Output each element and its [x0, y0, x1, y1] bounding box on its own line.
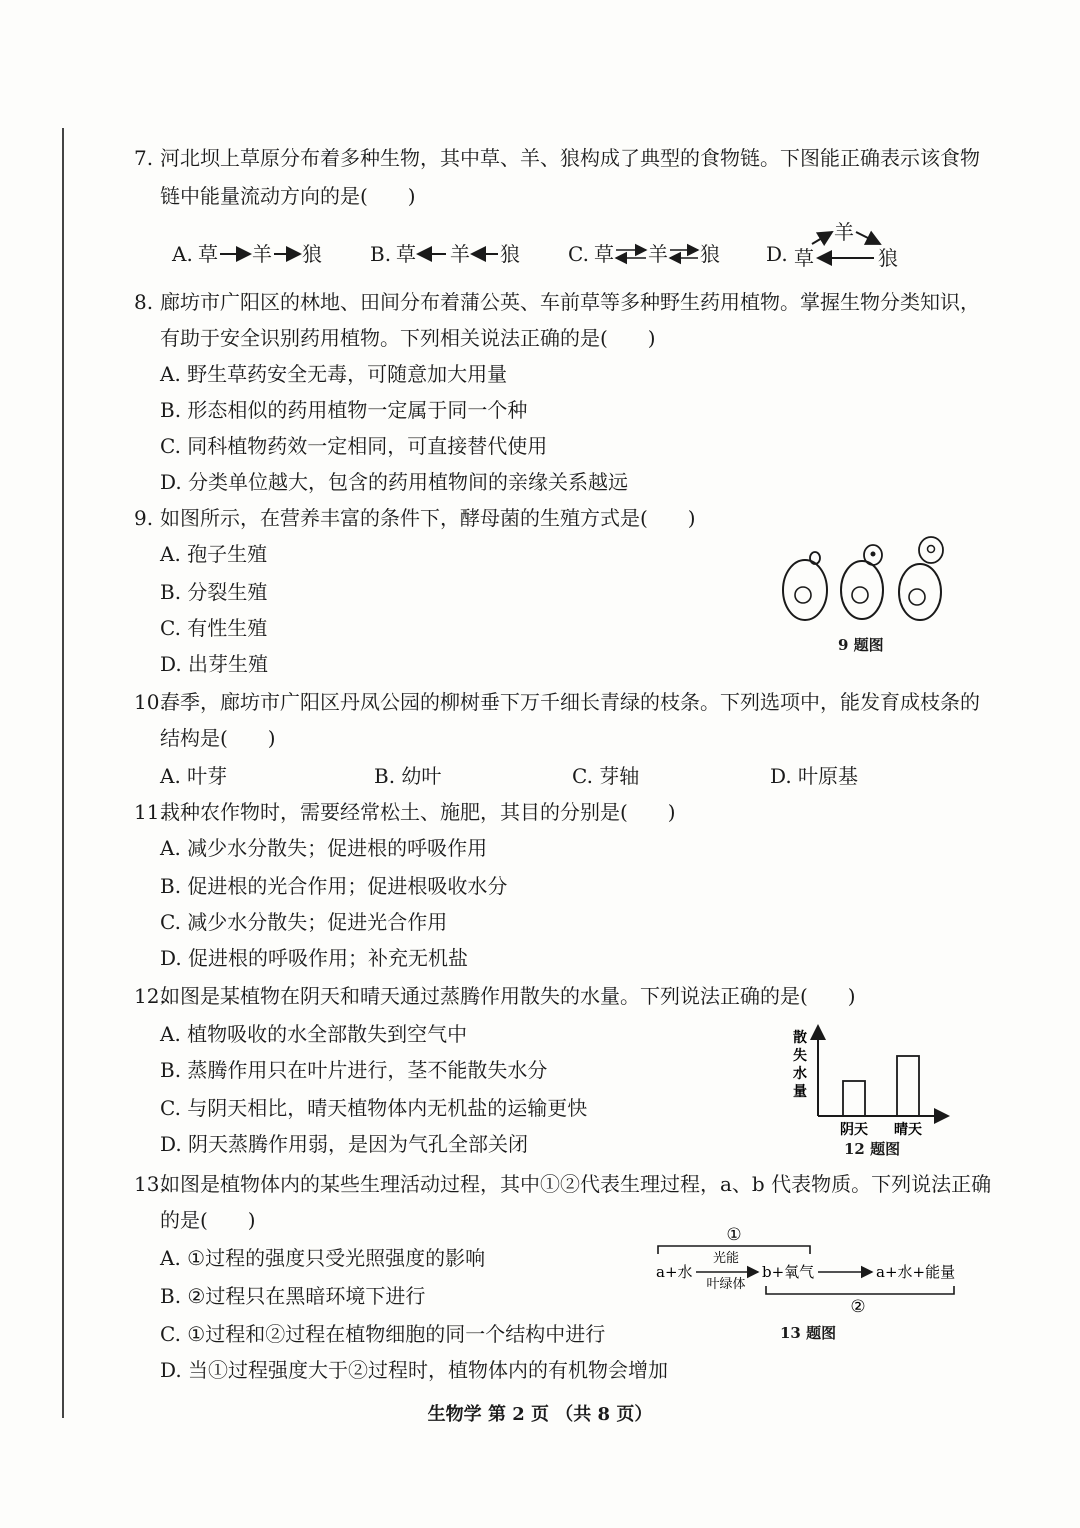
q12-number: 12. [134, 984, 166, 1008]
q10-number: 10. [134, 690, 166, 714]
yeast-cell [783, 560, 827, 620]
q12-option-c[interactable]: C. 与阴天相比，晴天植物体内无机盐的运输更快 [160, 1096, 588, 1120]
y-axis-label-char: 量 [793, 1084, 807, 1100]
q13-stem-line2: 的是( ) [160, 1208, 256, 1232]
y-axis-label-char: 失 [793, 1048, 807, 1064]
page-footer: 生物学 第 2 页 （共 8 页） [427, 1404, 653, 1425]
reactants: a+水 [656, 1263, 693, 1281]
food-chain-grass: 草 [594, 242, 614, 266]
option-letter: A. [172, 242, 193, 266]
q9-option-b[interactable]: B. 分裂生殖 [160, 580, 268, 604]
q8-stem-line2: 有助于安全识别药用植物。下列相关说法正确的是( ) [160, 326, 656, 350]
q8-stem-line1: 廊坊市广阳区的林地、田间分布着蒲公英、车前草等多种野生药用植物。掌握生物分类知识， [160, 290, 980, 314]
q8-option-b[interactable]: B. 形态相似的药用植物一定属于同一个种 [160, 398, 528, 422]
q11-option-b[interactable]: B. 促进根的光合作用；促进根吸收水分 [160, 874, 508, 898]
q7-stem-line1: 河北坝上草原分布着多种生物，其中草、羊、狼构成了典型的食物链。下图能正确表示该食物 [160, 146, 980, 170]
food-chain-grass: 草 [396, 242, 416, 266]
yeast-cell [841, 561, 883, 619]
q9-option-c[interactable]: C. 有性生殖 [160, 616, 268, 640]
option-letter: B. [370, 242, 392, 266]
food-chain-grass: 草 [794, 246, 814, 270]
q12-option-a[interactable]: A. 植物吸收的水全部散失到空气中 [160, 1022, 468, 1046]
q12-figure-caption: 12 题图 [844, 1140, 901, 1158]
q10-stem-line2: 结构是( ) [160, 726, 276, 750]
q11-number: 11. [134, 800, 166, 824]
process-1-label: ① [726, 1225, 742, 1245]
q8-option-a[interactable]: A. 野生草药安全无毒，可随意加大用量 [160, 362, 508, 386]
transpiration-bar-chart [780, 1020, 960, 1140]
yeast-nucleus [795, 587, 811, 603]
q9-option-a[interactable]: A. 孢子生殖 [160, 542, 268, 566]
bar-cloudy [843, 1081, 865, 1116]
q13-number: 13. [134, 1172, 166, 1196]
food-chain-wolf: 狼 [878, 246, 898, 270]
food-chain-wolf: 狼 [500, 242, 520, 266]
food-chain-sheep: 羊 [648, 242, 668, 266]
q11-option-d[interactable]: D. 促进根的呼吸作用；补充无机盐 [160, 946, 469, 970]
q13-stem-line1: 如图是植物体内的某些生理活动过程，其中①②代表生理过程，a、b 代表物质。下列说法正确 [160, 1172, 992, 1196]
q11-option-a[interactable]: A. 减少水分散失；促进根的呼吸作用 [160, 836, 488, 860]
arrow-grass-to-sheep [812, 232, 832, 244]
q8-option-c[interactable]: C. 同科植物药效一定相同，可直接替代使用 [160, 434, 548, 458]
q10-option-d[interactable]: D. 叶原基 [770, 764, 859, 788]
q9-stem-line1: 如图所示，在营养丰富的条件下，酵母菌的生殖方式是( ) [160, 506, 696, 530]
arrow-sheep-to-wolf [856, 232, 880, 244]
q10-option-c[interactable]: C. 芽轴 [572, 764, 640, 788]
q8-number: 8. [134, 290, 154, 314]
q11-option-c[interactable]: C. 减少水分散失；促进光合作用 [160, 910, 448, 934]
q9-option-d[interactable]: D. 出芽生殖 [160, 652, 269, 676]
yeast-nucleus [852, 587, 868, 603]
q10-option-a[interactable]: A. 叶芽 [160, 764, 228, 788]
food-chain-sheep: 羊 [252, 242, 272, 266]
yeast-budding-figure [775, 535, 955, 625]
q10-option-b[interactable]: B. 幼叶 [374, 764, 442, 788]
category-label-sunny: 晴天 [894, 1122, 922, 1138]
q9-figure-caption: 9 题图 [838, 636, 884, 654]
q12-option-d[interactable]: D. 阴天蒸腾作用弱，是因为气孔全部关闭 [160, 1132, 529, 1156]
condition-light-energy: 光能 [712, 1251, 740, 1266]
q7-stem-line2: 链中能量流动方向的是( ) [160, 184, 416, 208]
q7-number: 7. [134, 146, 154, 170]
category-label-cloudy: 阴天 [840, 1122, 868, 1138]
food-chain-wolf: 狼 [700, 242, 720, 266]
yeast-bud [919, 537, 943, 563]
final-products: a+水+能量 [876, 1263, 956, 1281]
condition-chloroplast: 叶绿体 [706, 1277, 746, 1292]
q7-arrows [0, 0, 1080, 300]
food-chain-sheep: 羊 [834, 220, 854, 244]
q8-option-d[interactable]: D. 分类单位越大，包含的药用植物间的亲缘关系越远 [160, 470, 629, 494]
intermediate-products: b+氧气 [762, 1263, 815, 1281]
yeast-cell [899, 564, 941, 620]
q13-option-d[interactable]: D. 当①过程强度大于②过程时，植物体内的有机物会增加 [160, 1358, 669, 1382]
food-chain-grass: 草 [198, 242, 218, 266]
q13-figure-caption: 13 题图 [780, 1324, 837, 1342]
q12-stem-line1: 如图是某植物在阴天和晴天通过蒸腾作用散失的水量。下列说法正确的是( ) [160, 984, 856, 1008]
q13-option-a[interactable]: A. ①过程的强度只受光照强度的影响 [160, 1246, 486, 1270]
process-2-label: ② [850, 1297, 866, 1317]
q11-stem-line1: 栽种农作物时，需要经常松土、施肥，其目的分别是( ) [160, 800, 676, 824]
food-chain-sheep: 羊 [450, 242, 470, 266]
binding-margin-line [62, 128, 64, 1418]
q13-option-b[interactable]: B. ②过程只在黑暗环境下进行 [160, 1284, 426, 1308]
q13-option-c[interactable]: C. ①过程和②过程在植物细胞的同一个结构中进行 [160, 1322, 606, 1346]
y-axis-label-char: 散 [793, 1030, 807, 1046]
q10-stem-line1: 春季，廊坊市广阳区丹凤公园的柳树垂下万千细长青绿的枝条。下列选项中，能发育成枝条的 [160, 690, 980, 714]
option-letter: D. [766, 242, 788, 266]
option-letter: C. [568, 242, 589, 266]
q9-number: 9. [134, 506, 154, 530]
yeast-nucleus [909, 589, 925, 605]
process-2-bracket [766, 1286, 954, 1294]
q12-option-b[interactable]: B. 蒸腾作用只在叶片进行，茎不能散失水分 [160, 1058, 548, 1082]
bar-sunny [897, 1056, 919, 1116]
photosynthesis-respiration-diagram [648, 1220, 968, 1320]
food-chain-wolf: 狼 [302, 242, 322, 266]
y-axis-label-char: 水 [793, 1066, 807, 1082]
